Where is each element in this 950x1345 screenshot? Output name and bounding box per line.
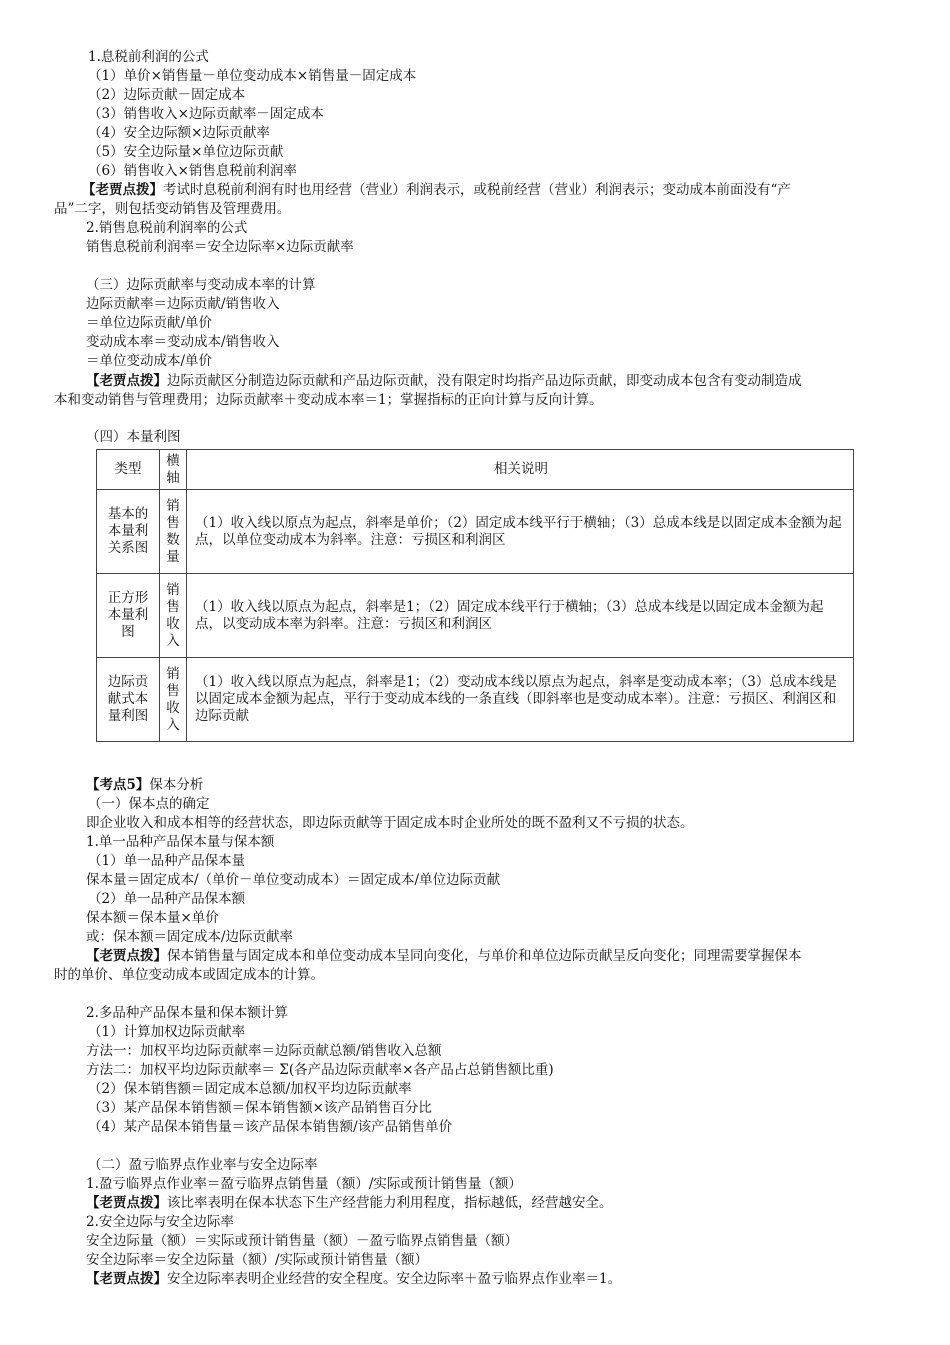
formula-line: （3）某产品保本销售额＝保本销售额×该产品销售百分比	[88, 1100, 432, 1116]
section-title: （四）本量利图	[86, 429, 181, 445]
tip-paragraph	[86, 1271, 621, 1288]
formula-line: 保本额＝保本量×单价	[86, 910, 219, 926]
cell-type	[97, 490, 160, 574]
cell-desc: （1）收入线以原点为起点，斜率是1；（2）变动成本线以原点为起点，斜率是变动成本率；（3）总成本线是以固定成本金额为起点，平行于变动成本线的一条直线（即斜率也是变动成本率）。注意：亏损区、利润区和边际贡献	[187, 658, 854, 742]
tip-label: 【老贾点拨】	[86, 948, 167, 964]
tip-paragraph	[86, 373, 802, 390]
heading-margin-formula: 2.销售息税前利润率的公式	[86, 220, 248, 236]
formula-line: 保本量＝固定成本/（单价－单位变动成本）＝固定成本/单位边际贡献	[86, 872, 501, 888]
tip-text: 该比率表明在保本状态下生产经营能力利用程度，指标越低，经营越安全。	[167, 1195, 613, 1211]
section-title: （三）边际贡献率与变动成本率的计算	[86, 277, 316, 293]
subsection-title: （二）盈亏临界点作业率与安全边际率	[88, 1157, 318, 1173]
heading: 2.多品种产品保本量和保本额计算	[86, 1005, 288, 1021]
table-header-row	[97, 450, 854, 490]
formula-line: 方法一：加权平均边际贡献率＝边际贡献总额/销售收入总额	[86, 1043, 442, 1059]
tip-label: 【老贾点拨】	[86, 1195, 167, 1211]
tip-paragraph	[82, 182, 791, 199]
cell-axis	[160, 574, 187, 658]
tip-label: 【老贾点拨】	[86, 1271, 167, 1287]
cell-axis-text: 销售收入	[166, 581, 180, 649]
cell-desc: （1）收入线以原点为起点，斜率是1；（2）固定成本线平行于横轴；（3）总成本线是以固定成本金额为起点，以变动成本率为斜率。注意：亏损区和利润区	[187, 574, 854, 658]
header-axis-text: 横轴	[166, 452, 180, 486]
heading: 1.单一品种产品保本量与保本额	[86, 834, 275, 850]
formula-line: （1）计算加权边际贡献率	[88, 1024, 246, 1040]
tip-paragraph	[86, 1195, 613, 1212]
formula-line: ＝单位边际贡献/单价	[86, 315, 213, 331]
cell-type-text: 边际贡献式本量利图	[107, 674, 149, 724]
tip-text: 边际贡献区分制造边际贡献和产品边际贡献，没有限定时均指产品边际贡献，即变动成本包含有变动制造成	[167, 373, 802, 389]
formula-line: （5）安全边际量×单位边际贡献	[88, 144, 284, 160]
formula-line: （1）单价×销售量－单位变动成本×销售量－固定成本	[88, 68, 417, 84]
tip-continuation: 本和变动销售与管理费用；边际贡献率＋变动成本率＝1；掌握指标的正向计算与反向计算。	[54, 392, 603, 408]
formula-line: 变动成本率＝变动成本/销售收入	[86, 334, 280, 350]
formula-line: （1）单一品种产品保本量	[88, 853, 246, 869]
heading: 2.安全边际与安全边际率	[86, 1214, 234, 1230]
formula-line: （6）销售收入×销售息税前利润率	[88, 163, 297, 179]
topic-title: 保本分析	[149, 777, 204, 793]
tip-continuation: 品”二字，则包括变动销售及管理费用。	[54, 201, 291, 217]
tip-label: 【老贾点拨】	[86, 373, 167, 389]
table-row	[97, 574, 854, 658]
formula-line: （2）单一品种产品保本额	[88, 891, 246, 907]
header-desc: 相关说明	[187, 450, 854, 490]
formula-line: 边际贡献率＝边际贡献/销售收入	[86, 296, 280, 312]
cell-axis	[160, 658, 187, 742]
tip-text: 安全边际率表明企业经营的安全程度。安全边际率＋盈亏临界点作业率＝1。	[167, 1271, 622, 1287]
header-type: 类型	[97, 450, 160, 490]
header-axis	[160, 450, 187, 490]
tip-text: 考试时息税前利润有时也用经营（营业）利润表示，或税前经营（营业）利润表示；变动成本前面没有“产	[163, 182, 791, 198]
tip-continuation: 时的单价、单位变动成本或固定成本的计算。	[54, 967, 324, 983]
cell-type	[97, 574, 160, 658]
tip-paragraph	[86, 948, 802, 965]
formula-line: 安全边际量（额）＝实际或预计销售量（额）－盈亏临界点销售量（额）	[86, 1233, 518, 1249]
tip-text: 保本销售量与固定成本和单位变动成本呈同向变化，与单价和单位边际贡献呈反向变化；同理需要掌握保本	[167, 948, 802, 964]
cell-axis-text: 销售收入	[166, 665, 180, 733]
cell-desc: （1）收入线以原点为起点，斜率是单价；（2）固定成本线平行于横轴；（3）总成本线是以固定成本金额为起点，以单位变动成本为斜率。注意：亏损区和利润区	[187, 490, 854, 574]
formula-line: （4）某产品保本销售量＝该产品保本销售额/该产品销售单价	[88, 1119, 453, 1135]
formula-line: （2）边际贡献－固定成本	[88, 87, 246, 103]
topic-heading	[86, 777, 203, 794]
table-row	[97, 490, 854, 574]
formula-line: 安全边际率＝安全边际量（额）/实际或预计销售量（额）	[86, 1252, 429, 1268]
formula-line: （4）安全边际额×边际贡献率	[88, 125, 270, 141]
heading-ebit-formula: 1.息税前利润的公式	[88, 49, 209, 65]
formula-line: ＝单位变动成本/单价	[86, 353, 213, 369]
formula-line: 或：保本额＝固定成本/边际贡献率	[86, 929, 294, 945]
topic-label: 【考点5】	[86, 777, 150, 793]
formula-line: （2）保本销售额＝固定成本总额/加权平均边际贡献率	[88, 1081, 412, 1097]
formula-line: （3）销售收入×边际贡献率－固定成本	[88, 106, 324, 122]
paragraph: 即企业收入和成本相等的经营状态，即边际贡献等于固定成本时企业所处的既不盈利又不亏损的状态。	[86, 815, 694, 831]
cell-type	[97, 658, 160, 742]
subsection-title: （一）保本点的确定	[88, 796, 210, 812]
cvp-chart-table	[96, 449, 854, 742]
formula-line: 销售息税前利润率＝安全边际率×边际贡献率	[86, 239, 354, 255]
cell-type-text: 正方形本量利图	[107, 590, 149, 640]
formula-line: 方法二：加权平均边际贡献率＝ Σ(各产品边际贡献率×各产品占总销售额比重)	[86, 1062, 554, 1078]
tip-label: 【老贾点拨】	[82, 182, 163, 198]
table-row	[97, 658, 854, 742]
cell-type-text: 基本的本量利关系图	[107, 506, 149, 556]
cell-axis	[160, 490, 187, 574]
cell-axis-text: 销售数量	[166, 497, 180, 565]
formula-line: 1.盈亏临界点作业率＝盈亏临界点销售量（额）/实际或预计销售量（额）	[86, 1176, 522, 1192]
